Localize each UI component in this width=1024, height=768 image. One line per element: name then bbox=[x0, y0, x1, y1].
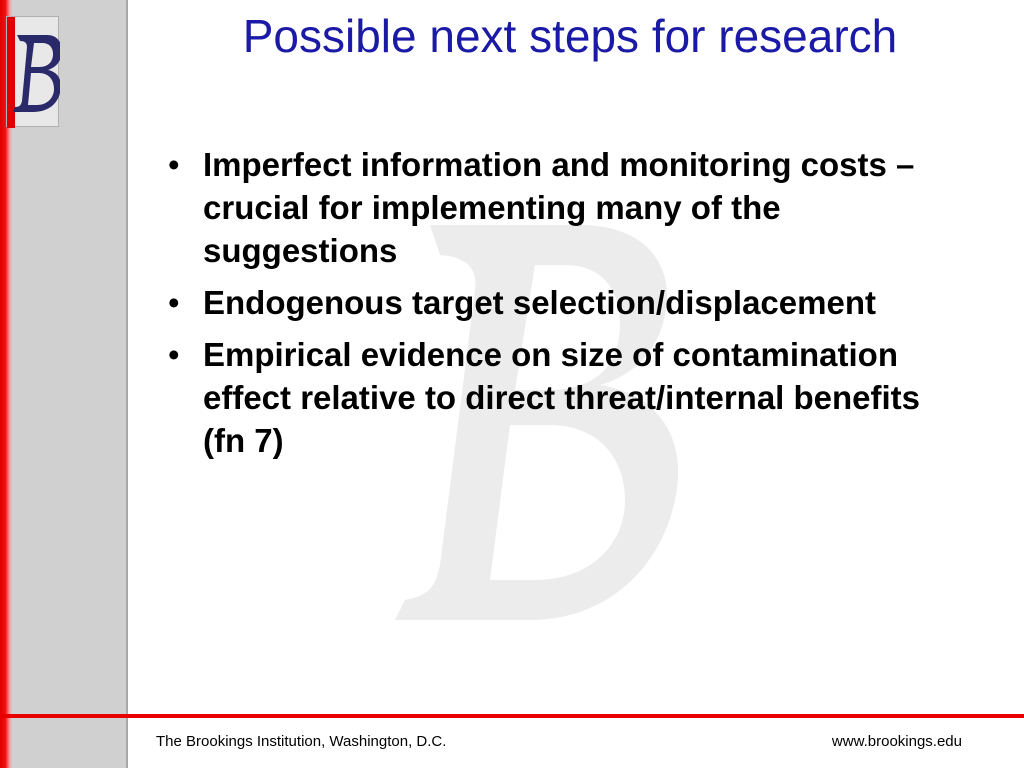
footer-institution: The Brookings Institution, Washington, D.C. bbox=[156, 733, 447, 750]
slide-title: Possible next steps for research bbox=[242, 10, 898, 62]
bullet-icon: • bbox=[168, 146, 180, 183]
bullet-icon: • bbox=[168, 336, 180, 373]
bullet-text: Empirical evidence on size of contamination effect relative to direct threat/internal benefits (fn 7) bbox=[203, 336, 921, 459]
brookings-b-logo-icon bbox=[6, 16, 59, 127]
list-item bbox=[160, 143, 950, 272]
footer-website: www.brookings.edu bbox=[831, 733, 962, 750]
list-item bbox=[160, 281, 950, 324]
sidebar bbox=[0, 0, 128, 768]
bullet-text: Endogenous target selection/displacement bbox=[203, 284, 876, 321]
footer-divider bbox=[0, 714, 1024, 718]
list-item bbox=[160, 333, 950, 462]
bullet-icon: • bbox=[168, 284, 180, 321]
bullet-list bbox=[160, 143, 950, 471]
bullet-text: Imperfect information and monitoring costs – crucial for implementing many of the suggestions bbox=[203, 146, 915, 269]
